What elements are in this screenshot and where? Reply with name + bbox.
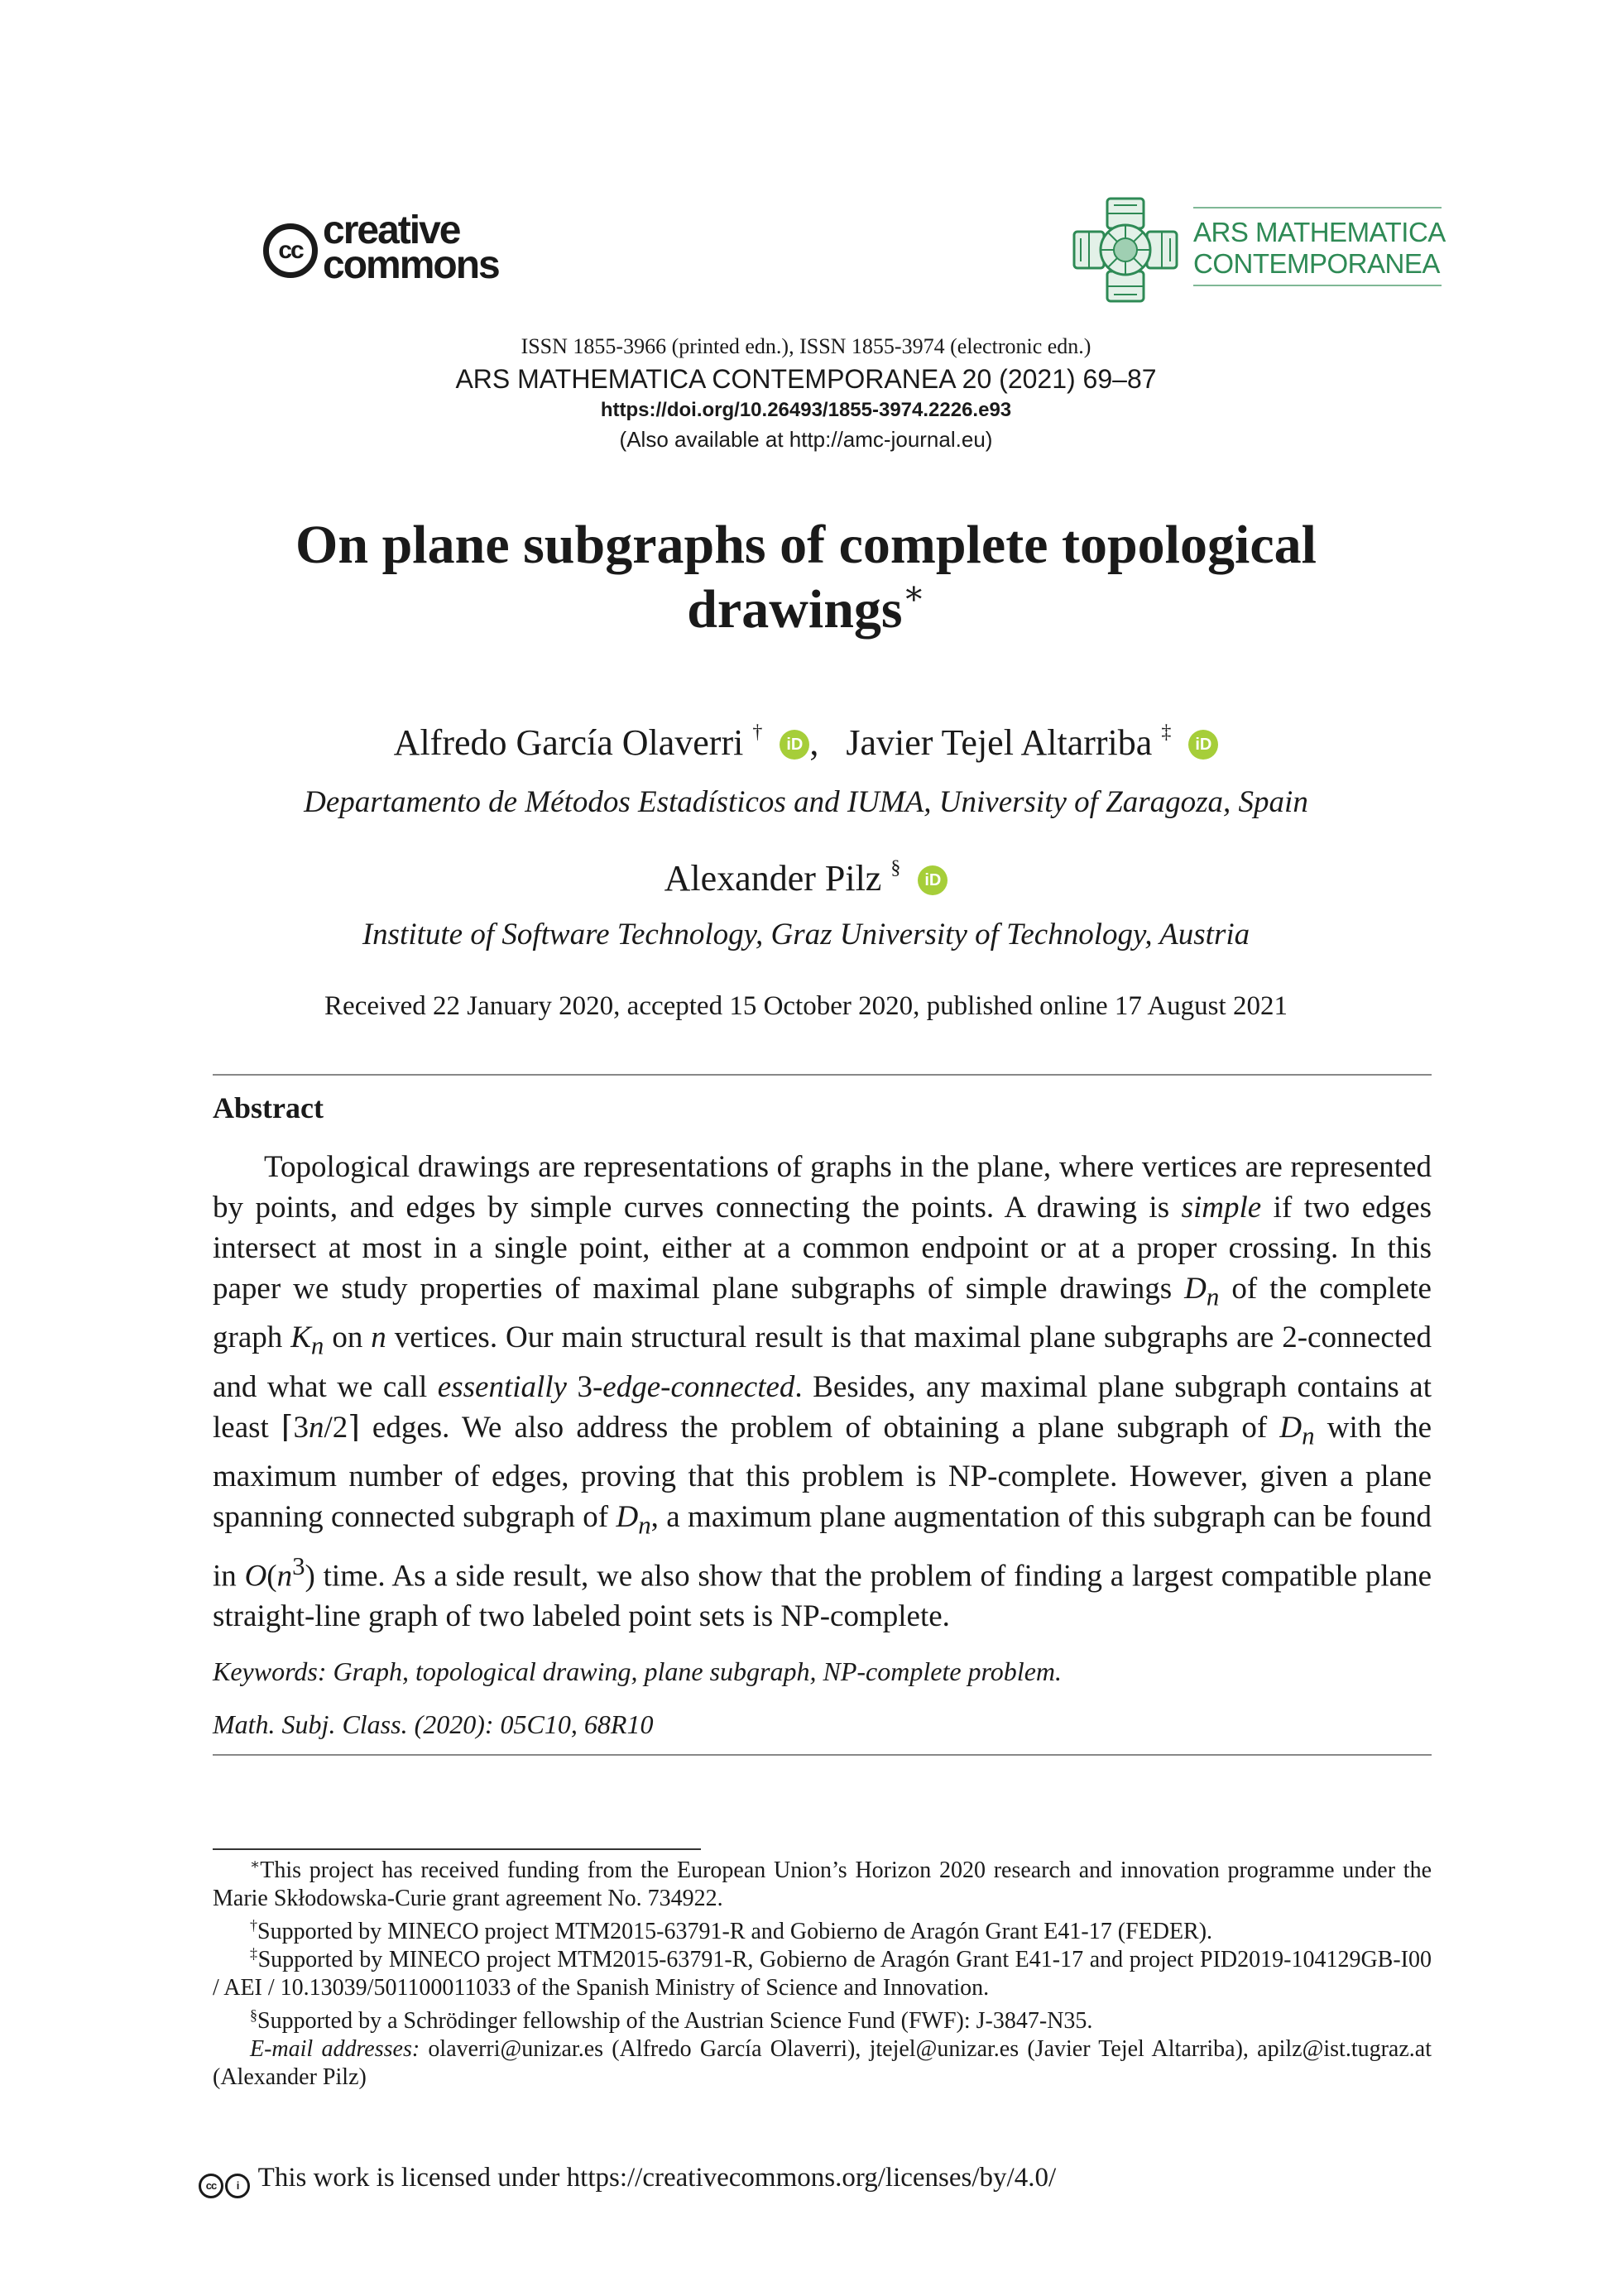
author-footnote-mark: ‡	[1161, 721, 1172, 743]
author-line-1: Alfredo García Olaverri † iD , Javier Tejel Altarriba ‡ iD	[0, 721, 1612, 764]
abstract-top-rule	[213, 1074, 1432, 1076]
affiliation-2: Institute of Software Technology, Graz University of Technology, Austria	[362, 918, 1250, 951]
affiliation-1: Departamento de Métodos Estadísticos and IUMA, University of Zaragoza, Spain	[304, 785, 1308, 819]
title-line-1: On plane subgraphs of complete topological	[295, 515, 1317, 575]
title-footnote-mark: ∗	[902, 574, 925, 611]
footnote-author-1: †Supported by MINECO project MTM2015-63791-R and Gobierno de Aragón Grant E41-17 (FEDER).	[250, 1917, 1213, 1944]
amc-journal-logo	[1067, 192, 1448, 308]
amc-logo-text	[1193, 217, 1446, 280]
orcid-icon[interactable]: iD	[780, 730, 809, 760]
author-footnote-mark: †	[752, 721, 763, 743]
publication-dates: Received 22 January 2020, accepted 15 October 2020, published online 17 August 2021	[324, 991, 1288, 1021]
orcid-icon[interactable]: iD	[918, 865, 948, 895]
author-name: Alfredo García Olaverri	[393, 722, 744, 763]
keywords: Keywords: Graph, topological drawing, plane subgraph, NP-complete problem.	[213, 1656, 1062, 1686]
paper-title	[0, 513, 1612, 642]
cc-logo-line1: creative	[323, 209, 460, 252]
abstract-body: Topological drawings are representations of graphs in the plane, where vertices are represented by points, and edges by simple curves connecting the points. A drawing is simple if two edges intersect at most in a single point, either at a common endpoint or at a proper crossing. In this paper we study properties of maximal plane subgraphs of simple drawings $D_n$ of the complete graph $K_n$ on n vertices. Our main structural result is that maximal plane subgraphs are 2-connected and what we call essentially 3-edge-connected. Besides, any maximal plane subgraph contains at least ⌈3n/2⌉ edges. We also address the problem of obtaining a plane subgraph of $D_n$ with the maximum number of edges, proving that this problem is NP-complete. However, given a plane spanning connected subgraph of $D_n$, a maximum plane augmentation of this subgraph can be found in $O(n^3)$ time. As a side result, we also show that the problem of finding a largest compatible plane straight-line graph of two labeled point sets is NP-complete.	[213, 1150, 1432, 1633]
abstract-bottom-rule	[213, 1754, 1432, 1756]
author-footnote-mark: §	[890, 857, 901, 879]
license-text[interactable]: This work is licensed under https://creativecommons.org/licenses/by/4.0/	[257, 2163, 1057, 2193]
author-name: Alexander Pilz	[664, 858, 882, 899]
cc-mark-icon: cc	[263, 223, 318, 278]
author-line-2	[0, 857, 1612, 899]
cc-logo-text	[323, 209, 499, 287]
abstract-heading: Abstract	[213, 1091, 324, 1124]
title-line-2: drawings∗	[687, 574, 925, 640]
footnote-emails: E-mail addresses: olaverri@unizar.es (Alfredo García Olaverri), jtejel@unizar.es (Javier Tejel Altarriba), apilz@ist.tugraz.at (Alexander Pilz)	[213, 2036, 1432, 2090]
amc-emblem-icon	[1067, 192, 1183, 308]
math-subject-class: Math. Subj. Class. (2020): 05C10, 68R10	[213, 1709, 654, 1739]
doi-link[interactable]: https://doi.org/10.26493/1855-3974.2226.e93	[600, 399, 1012, 421]
cc-logo-line2: commons	[323, 243, 499, 287]
creative-commons-logo	[263, 209, 536, 288]
footnote-funding: ∗This project has received funding from the European Union’s Horizon 2020 research and innovation programme under the Marie Skłodowska-Curie grant agreement No. 734922.	[213, 1856, 1432, 1911]
license-line	[199, 2163, 1056, 2198]
issn-line: ISSN 1855-3966 (printed edn.), ISSN 1855-3974 (electronic edn.)	[521, 334, 1091, 358]
cc-license-icon: cc	[199, 2174, 223, 2198]
amc-logo-line2: CONTEMPORANEA	[1193, 248, 1440, 279]
amc-logo-line1: ARS MATHEMATICA	[1193, 217, 1446, 247]
footnote-author-2: ‡Supported by MINECO project MTM2015-63791-R, Gobierno de Aragón Grant E41-17 and project PID2019-104129GB-I00 / AEI / 10.13039/501100011033 of the Spanish Ministry of Science and Innovation.	[213, 1945, 1432, 2001]
footnote-rule	[213, 1848, 701, 1850]
footnote-author-3: §Supported by a Schrödinger fellowship of the Austrian Science Fund (FWF): J-3847-N35.	[250, 2006, 1093, 2034]
attribution-icon: i	[225, 2174, 250, 2198]
also-available-line: (Also available at http://amc-journal.eu)	[619, 427, 993, 452]
author-name: Javier Tejel Altarriba	[846, 722, 1153, 763]
journal-citation: ARS MATHEMATICA CONTEMPORANEA 20 (2021) 69–87	[455, 364, 1157, 394]
orcid-icon[interactable]: iD	[1188, 730, 1218, 760]
